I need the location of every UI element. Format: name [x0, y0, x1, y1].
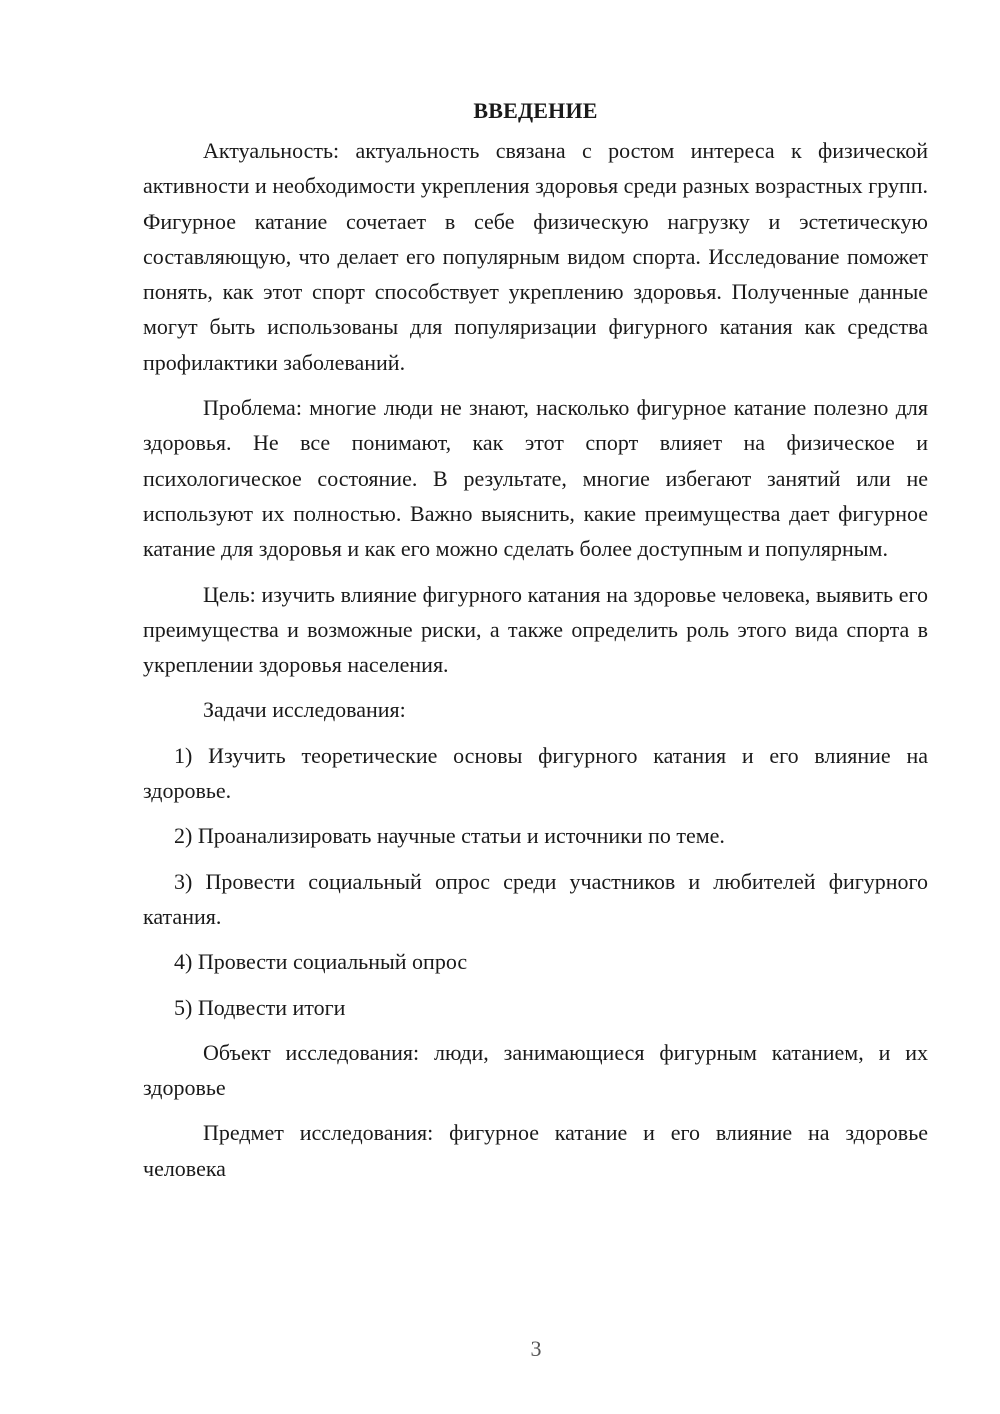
goal-paragraph: Цель: изучить влияние фигурного катания на здоровье человека, выявить его преимущества и возможные риски, а также определить роль этого вида спорта в укреплении здоровья населения. [143, 581, 928, 678]
task-item: 2) Проанализировать научные статьи и источники по теме. [174, 823, 725, 849]
tasks-heading: Задачи исследования: [203, 697, 406, 723]
document-page [143, 96, 928, 1196]
task-item: 5) Подвести итоги [174, 994, 346, 1020]
section-title: ВВЕДЕНИЕ [473, 98, 598, 123]
page-number: 3 [530, 1336, 542, 1361]
subject-paragraph: Предмет исследования: фигурное катание и его влияние на здоровье человека [143, 1120, 928, 1181]
problem-paragraph: Проблема: многие люди не знают, насколько фигурное катание полезно для здоровья. Не все понимают, как этот спорт влияет на физическое и психологическое состояние. В результате, многие избегают занятий или не используют их полностью. Важно выяснить, какие преимущества дает фигурное катание для здоровья и как его можно сделать более доступным и популярным. [143, 395, 928, 562]
relevance-paragraph: Актуальность: актуальность связана с ростом интереса к физической активности и необходимости укрепления здоровья среди разных возрастных групп. Фигурное катание сочетает в себе физическую нагрузку и эстетическую составляющую, что делает его популярным видом спорта. Исследование поможет понять, как этот спорт способствует укреплению здоровья. Полученные данные могут быть использованы для популяризации фигурного катания как средства профилактики заболеваний. [143, 138, 928, 375]
task-item: 3) Провести социальный опрос среди участников и любителей фигурного катания. [143, 868, 928, 929]
object-paragraph: Объект исследования: люди, занимающиеся фигурным катанием, и их здоровье [143, 1039, 928, 1101]
task-item: 4) Провести социальный опрос [174, 949, 468, 975]
task-item: 1) Изучить теоретические основы фигурного катания и его влияние на здоровье. [143, 742, 928, 804]
